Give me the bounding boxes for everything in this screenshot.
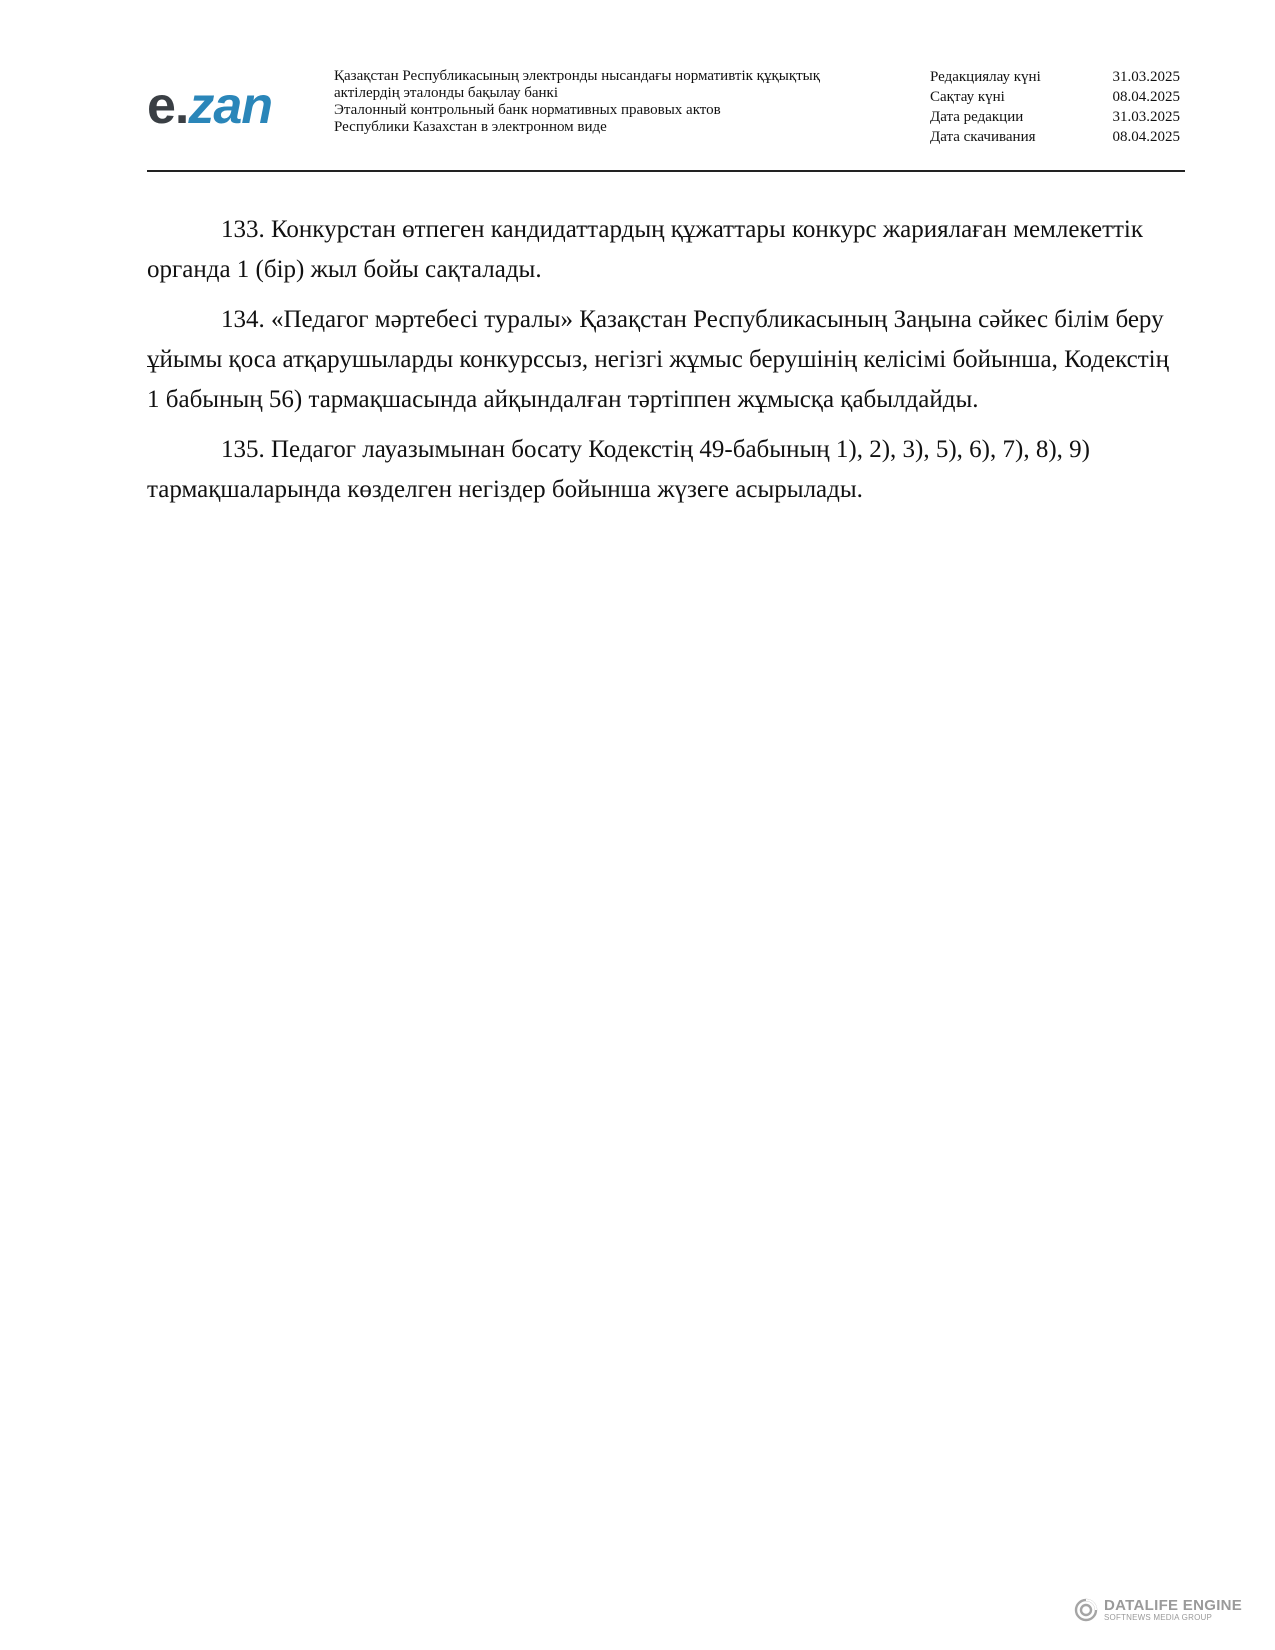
- header-divider: [147, 170, 1185, 172]
- ezan-logo: [147, 76, 297, 136]
- watermark-sub-text: SOFTNEWS MEDIA GROUP: [1104, 1613, 1213, 1622]
- date-label: Дата скачивания: [930, 129, 1036, 145]
- date-row-download-ru: [930, 127, 1180, 147]
- date-row-save-kz: [930, 87, 1180, 107]
- header-dates: [930, 67, 1180, 147]
- header-title-line: актілердің эталонды бақылау банкі: [334, 85, 558, 101]
- datalife-engine-watermark: [1074, 1595, 1254, 1625]
- header-title-line: Эталонный контрольный банк нормативных правовых актов: [334, 102, 721, 118]
- header-title-line: Республики Казахстан в электронном виде: [334, 119, 607, 135]
- watermark-text: [1104, 1598, 1242, 1622]
- page-header: [147, 62, 1185, 170]
- date-value: 31.03.2025: [1112, 69, 1180, 85]
- logo-text-zan: zan: [188, 77, 273, 135]
- watermark-main-text: DATALIFE ENGINE: [1104, 1597, 1243, 1614]
- date-label: Редакциялау күні: [930, 69, 1041, 85]
- document-body: [147, 210, 1187, 520]
- datalife-logo-icon: [1074, 1598, 1098, 1622]
- date-value: 31.03.2025: [1112, 109, 1180, 125]
- date-row-edit-kz: [930, 67, 1180, 87]
- logo-text-e: e.: [147, 77, 189, 135]
- date-label: Сақтау күні: [930, 89, 1005, 105]
- paragraph-134: 134. «Педагог мәртебесі туралы» Қазақстан Республикасының Заңына сәйкес білім беру ұйымы қоса атқарушыларды конкурссыз, негізгі жұмыс берушінің келісімі бойынша, Кодекстің 1 бабының 56) тармақшасында айқындалған тәртіппен жұмысқа қабылдайды.: [147, 306, 1169, 413]
- date-label: Дата редакции: [930, 109, 1024, 125]
- paragraph-135: 135. Педагог лауазымынан босату Кодекстің 49-бабының 1), 2), 3), 5), 6), 7), 8), 9) тармақшаларында көзделген негіздер бойынша жүзеге асырылады.: [147, 436, 1090, 503]
- header-title-line: Қазақстан Республикасының электронды нысандағы нормативтік құқықтық: [334, 68, 821, 84]
- date-value: 08.04.2025: [1112, 129, 1180, 145]
- date-value: 08.04.2025: [1112, 89, 1180, 105]
- paragraph-133: 133. Конкурстан өтпеген кандидаттардың құжаттары конкурс жариялаған мемлекеттік органда 1 (бір) жыл бойы сақталады.: [147, 216, 1144, 283]
- date-row-edit-ru: [930, 107, 1180, 127]
- header-titles: [334, 68, 894, 136]
